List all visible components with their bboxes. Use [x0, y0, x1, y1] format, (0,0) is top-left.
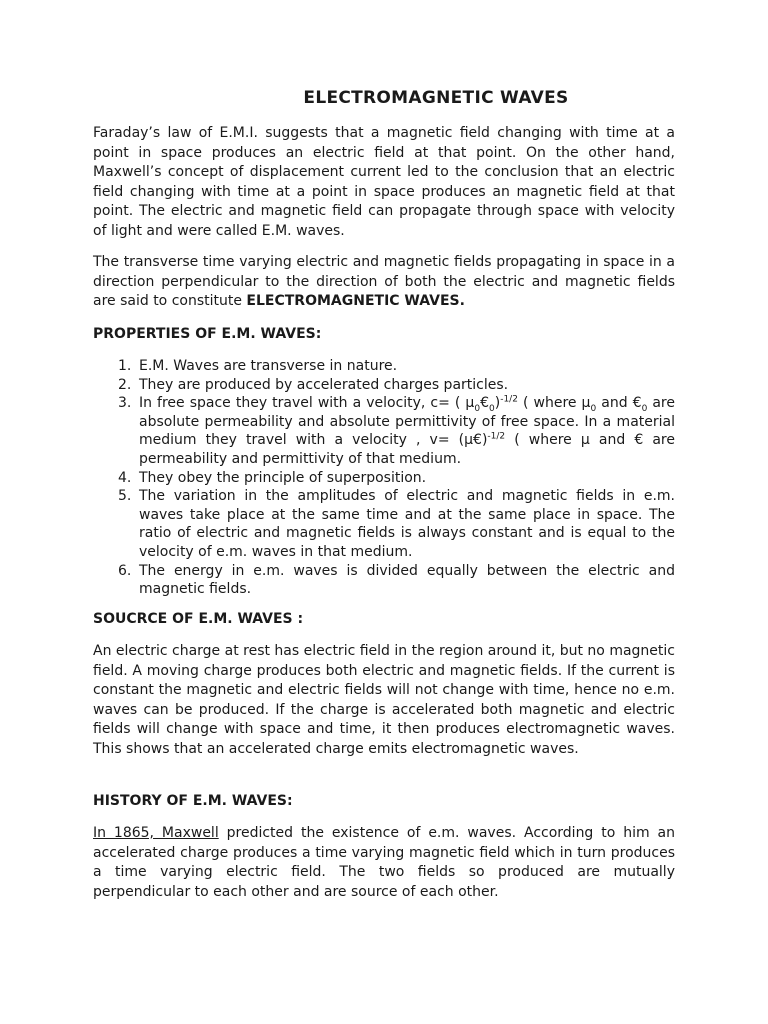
list-item: 6. The energy in e.m. waves is divided equally between the electric and magnetic fields. — [118, 562, 675, 598]
history-heading: HISTORY OF E.M. WAVES: — [93, 793, 293, 809]
list-item: 2. They are produced by accelerated charges particles. — [118, 376, 509, 393]
list-item: 4. They obey the principle of superposition. — [118, 469, 427, 486]
properties-list — [93, 357, 675, 599]
page-title: ELECTROMAGNETIC WAVES — [303, 88, 569, 108]
definition-paragraph — [93, 253, 675, 312]
list-item: 1. E.M. Waves are transverse in nature. — [118, 358, 398, 374]
definition-text: The transverse time varying electric and magnetic fields propagating in space in a direction perpendicular to the direction of both the electric and magnetic fields are said to constitute — [93, 254, 675, 310]
properties-heading: PROPERTIES OF E.M. WAVES: — [93, 326, 322, 342]
intro-paragraph: Faraday’s law of E.M.I. suggests that a magnetic field changing with time at a point in space produces an electric field at that point. On the other hand, Maxwell’s concept of displacement current led to the conclusion that an electric field changing with time at a point in space produces an magnetic field at that point. The electric and magnetic field can propagate through space with velocity of light and were called E.M. waves. — [93, 125, 675, 239]
source-paragraph: An electric charge at rest has electric field in the region around it, but no magnetic field. A moving charge produces both electric and magnetic fields. If the current is constant the magnetic and electric fields will not change with time, hence no e.m. waves can be produced. If the charge is accelerated both magnetic and electric fields will change with space and time, it then produces electromagnetic waves. This shows that an accelerated charge emits electromagnetic waves. — [93, 643, 675, 757]
history-paragraph — [93, 824, 675, 902]
list-item: 3. In free space they travel with a velocity, c= ( $\mu_0€_0)^{-1/2}$ ( where µ$_0$ and $€_0$ are absolute permeability and absolute permittivity of free space. In a material medium they travel with a velocity , v= (µ€)$^{-1/2}$ ( where µ and € are permeability and permittivity of that medium. — [118, 394, 675, 467]
list-item: 5. The variation in the amplitudes of electric and magnetic fields in e.m. waves take place at the same time and at the same place in space. The ratio of electric and magnetic fields is always constant and is equal to the velocity of e.m. waves in that medium. — [118, 488, 675, 560]
history-text: predicted the existence of e.m. waves. According to him an accelerated charge produces a time varying magnetic field which in turn produces a time varying electric field. The two fields so produced are mutually perpendicular to each other and are source of each other. — [93, 825, 675, 900]
source-heading: SOUCRCE OF E.M. WAVES : — [93, 611, 304, 627]
definition-bold-term: ELECTROMAGNETIC WAVES. — [246, 293, 465, 310]
history-underlined: In 1865, Maxwell — [93, 825, 219, 841]
